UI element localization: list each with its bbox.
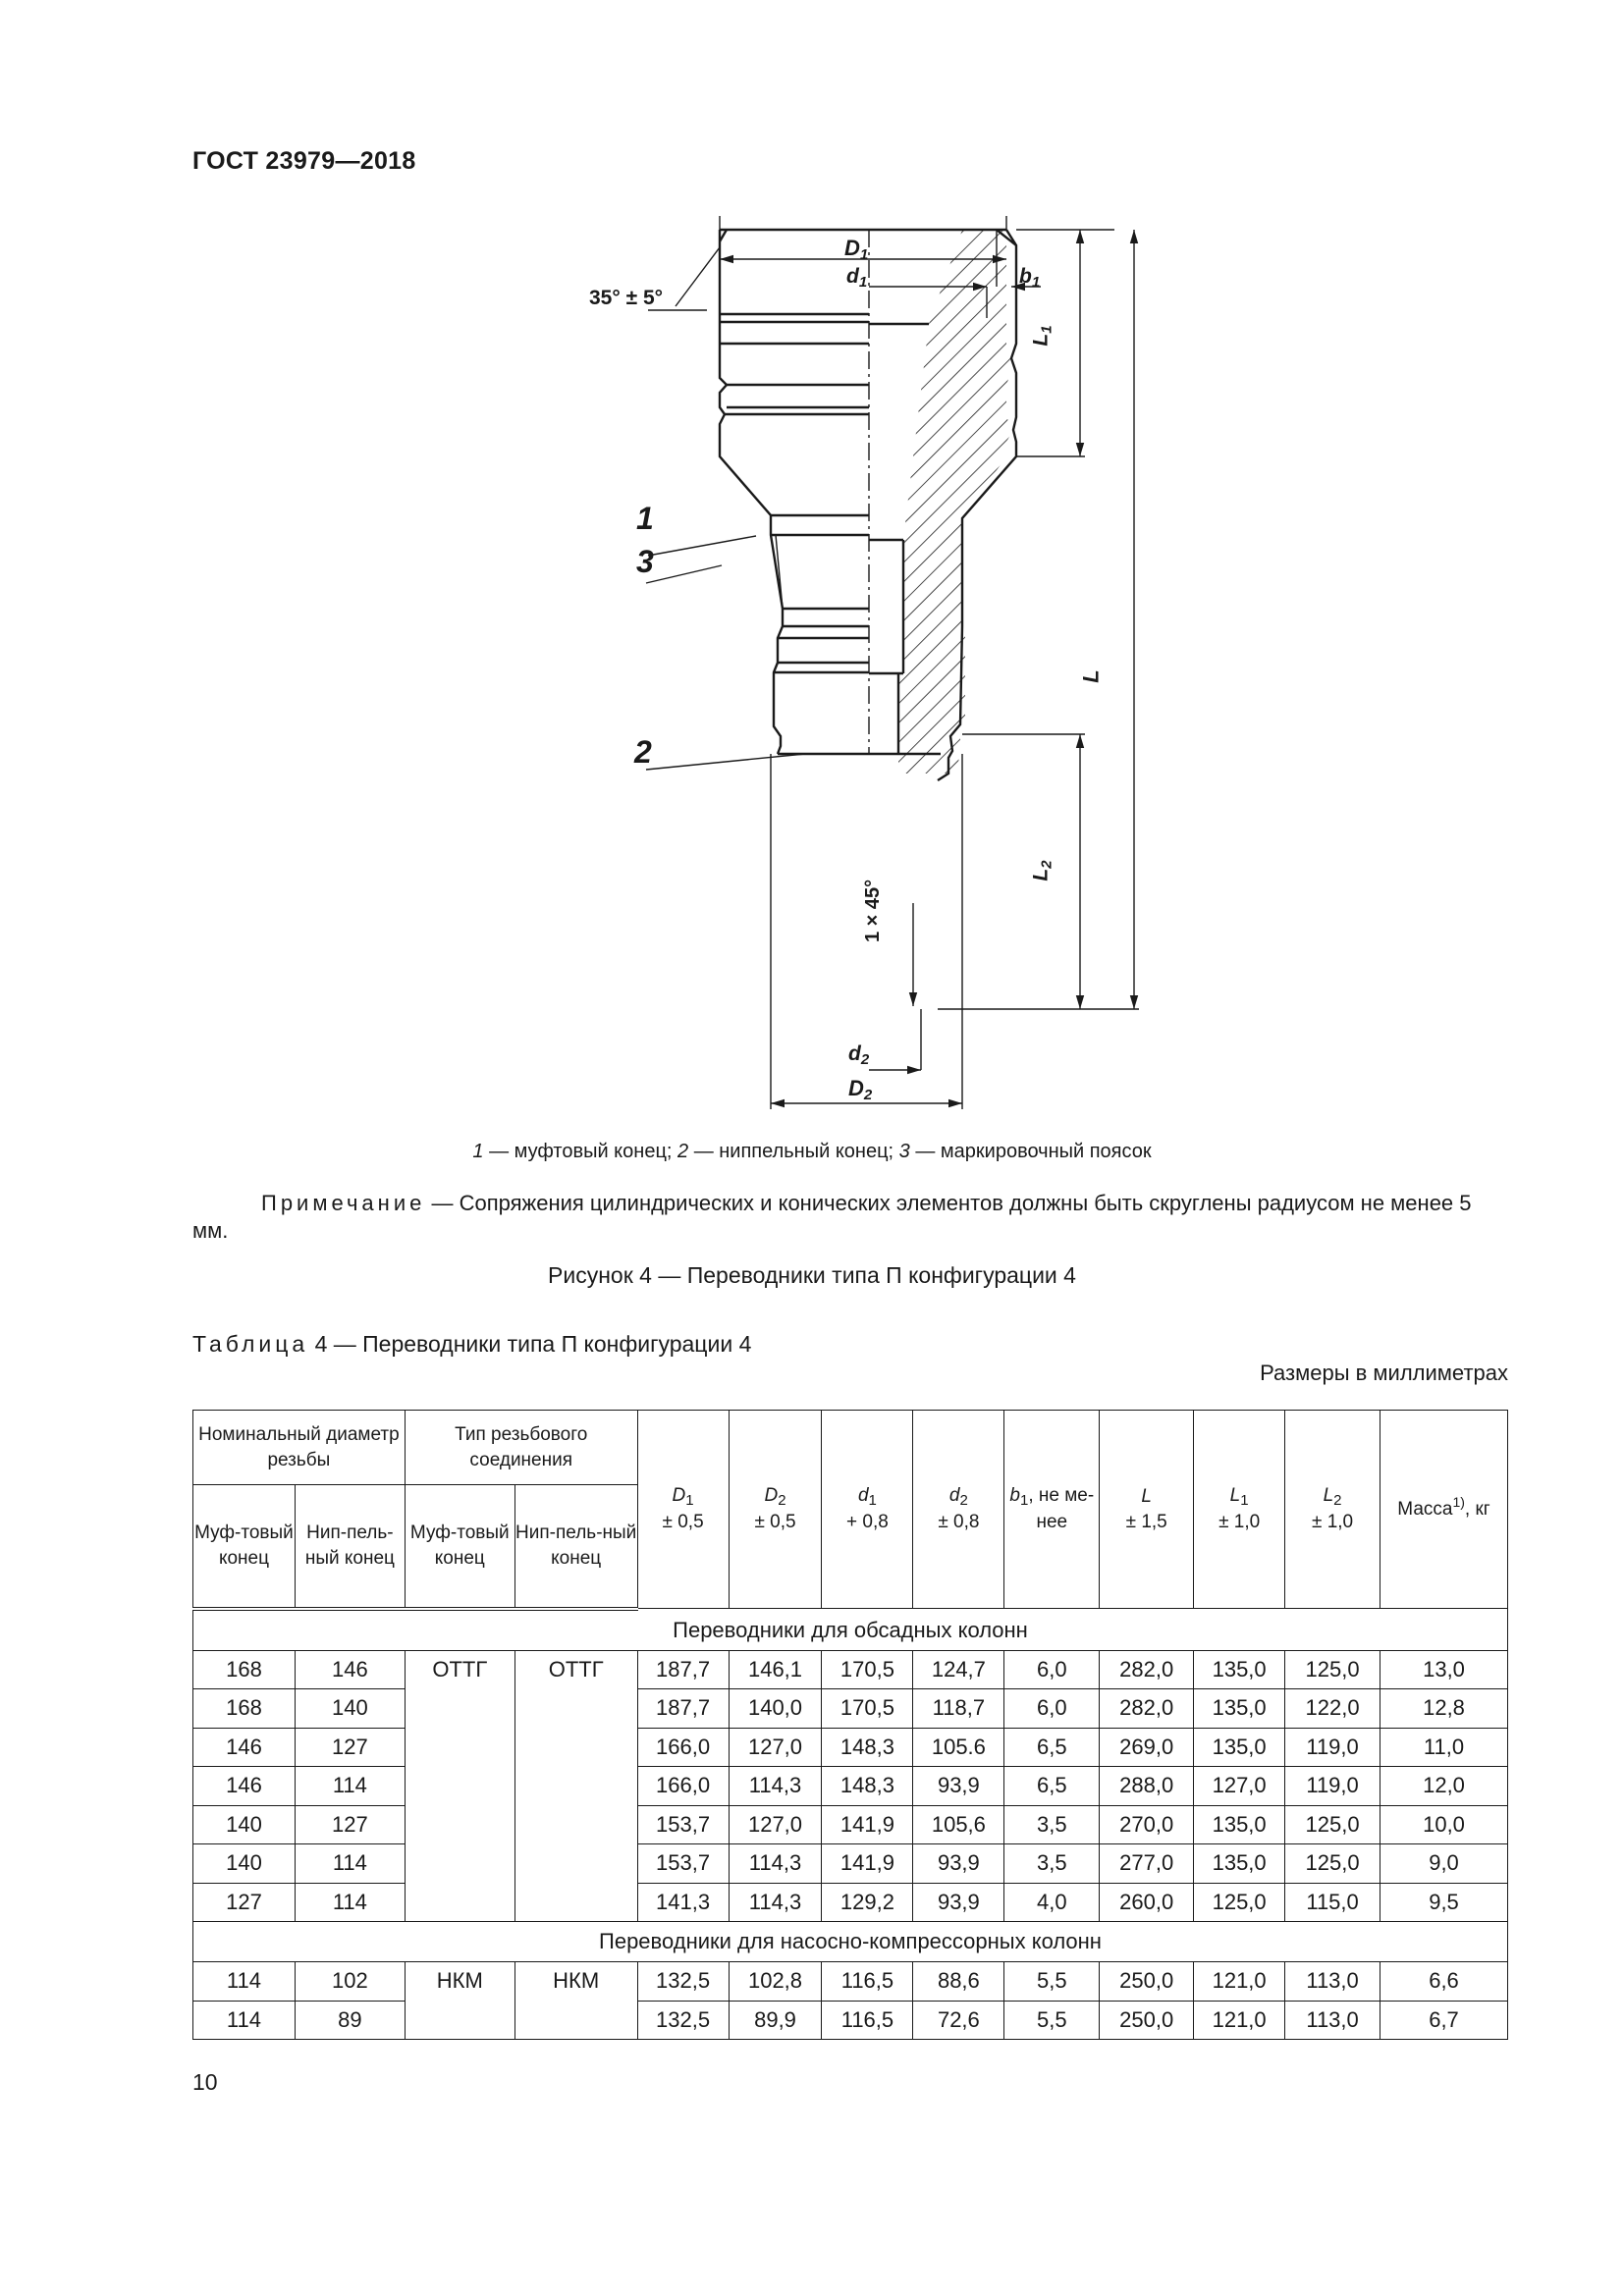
figure-legend: 1 — муфтовый конец; 2 — ниппельный конец; 3 — маркировочный поясок — [472, 1141, 1152, 1162]
table-cell: 250,0 — [1100, 2001, 1194, 2040]
table-cell: 93,9 — [913, 1767, 1004, 1806]
thread-coupling: НКМ — [405, 1962, 514, 2040]
callout-3: 3 — [636, 544, 654, 579]
table-cell: 9,0 — [1380, 1844, 1508, 1884]
table-row — [193, 1962, 1508, 2002]
table-cell: 114,3 — [729, 1767, 822, 1806]
table-cell: 89,9 — [729, 2001, 822, 2040]
table-cell: 132,5 — [637, 2001, 729, 2040]
table-cell: 125,0 — [1285, 1650, 1380, 1689]
table-cell: 141,9 — [822, 1805, 913, 1844]
table-cell: 288,0 — [1100, 1767, 1194, 1806]
table-cell: 129,2 — [822, 1883, 913, 1922]
table-cell: 135,0 — [1194, 1689, 1285, 1729]
table-row — [193, 1650, 1508, 1689]
table-cell: 140 — [295, 1689, 405, 1729]
header-L1: $L_1$ ± 1,0 — [1194, 1411, 1285, 1609]
table-cell: 270,0 — [1100, 1805, 1194, 1844]
header-D2: $D_2$ ± 0,5 — [729, 1411, 822, 1609]
table-cell: 146 — [193, 1767, 296, 1806]
document-header: ГОСТ 23979—2018 — [192, 147, 416, 175]
label-D1: D1 — [844, 236, 869, 263]
header-nipple-end-thread: Нип-пель-ный конец — [514, 1485, 637, 1609]
table-cell: 4,0 — [1004, 1883, 1100, 1922]
table-cell: 3,5 — [1004, 1844, 1100, 1884]
table-cell: 127,0 — [1194, 1767, 1285, 1806]
table-cell: 116,5 — [822, 2001, 913, 2040]
table-cell: 187,7 — [637, 1689, 729, 1729]
table-cell: 141,3 — [637, 1883, 729, 1922]
group-header-casing — [193, 1609, 1508, 1651]
table-cell: 135,0 — [1194, 1844, 1285, 1884]
table-cell: 105.6 — [913, 1728, 1004, 1767]
table-cell: 146,1 — [729, 1650, 822, 1689]
header-L: L ± 1,5 — [1100, 1411, 1194, 1609]
figure-caption: Рисунок 4 — Переводники типа П конфигурации 4 — [548, 1262, 1076, 1288]
table-cell: 6,6 — [1380, 1962, 1508, 2002]
table-cell: 119,0 — [1285, 1767, 1380, 1806]
label-chamfer: 1 × 45° — [862, 879, 884, 942]
header-b1: $b_1$, не ме-нее — [1004, 1411, 1100, 1609]
table-body — [193, 1609, 1508, 2040]
group-header-tubing — [193, 1922, 1508, 1962]
label-L: L — [1078, 669, 1104, 683]
header-L2: $L_2$ ± 1,0 — [1285, 1411, 1380, 1609]
label-L1: L1 — [1029, 325, 1056, 347]
label-D2: D2 — [848, 1076, 873, 1103]
label-b1: b1 — [1019, 265, 1041, 291]
table-cell: 125,0 — [1285, 1805, 1380, 1844]
table-cell: 125,0 — [1194, 1883, 1285, 1922]
table-cell: 168 — [193, 1650, 296, 1689]
table-cell: 153,7 — [637, 1805, 729, 1844]
part-outline — [720, 230, 1016, 780]
table-cell: 166,0 — [637, 1728, 729, 1767]
header-coupling-end: Муф-товый конец — [193, 1485, 296, 1609]
table-row — [193, 1844, 1508, 1884]
table-cell: 282,0 — [1100, 1689, 1194, 1729]
table-cell: 12,8 — [1380, 1689, 1508, 1729]
table-cell: 102,8 — [729, 1962, 822, 2002]
drawing-svg — [550, 216, 1159, 1119]
table-cell: 88,6 — [913, 1962, 1004, 2002]
table-cell: 114 — [295, 1767, 405, 1806]
table-cell: 114,3 — [729, 1883, 822, 1922]
table-cell: 105,6 — [913, 1805, 1004, 1844]
table-cell: 127,0 — [729, 1805, 822, 1844]
callout-leaders — [646, 536, 805, 770]
table-cell: 114 — [193, 1962, 296, 2002]
table-cell: 93,9 — [913, 1844, 1004, 1884]
label-angle: 35° ± 5° — [589, 287, 664, 309]
thread-coupling: ОТТГ — [405, 1650, 514, 1922]
table-cell: 170,5 — [822, 1689, 913, 1729]
table-row — [193, 2001, 1508, 2040]
table-row — [193, 1805, 1508, 1844]
group-title: Переводники для насосно-компрессорных колонн — [193, 1922, 1508, 1962]
header-nominal: Номинальный диаметр резьбы — [193, 1411, 406, 1485]
table-cell: 166,0 — [637, 1767, 729, 1806]
page-number: 10 — [192, 2069, 218, 2095]
label-d1: d1 — [846, 265, 868, 291]
table-cell: 127 — [295, 1728, 405, 1767]
table-cell: 122,0 — [1285, 1689, 1380, 1729]
table-cell: 127 — [193, 1883, 296, 1922]
table-cell: 121,0 — [1194, 1962, 1285, 2002]
table-cell: 6,5 — [1004, 1728, 1100, 1767]
table-title: Таблица 4 — Переводники типа П конфигурации 4 — [192, 1331, 752, 1357]
table-cell: 141,9 — [822, 1844, 913, 1884]
table-cell: 269,0 — [1100, 1728, 1194, 1767]
table-cell: 168 — [193, 1689, 296, 1729]
technical-drawing — [550, 216, 1159, 1119]
table-cell: 140,0 — [729, 1689, 822, 1729]
table-cell: 114 — [193, 2001, 296, 2040]
data-table — [192, 1410, 1508, 2040]
header-thread: Тип резьбового соединения — [405, 1411, 637, 1485]
table-cell: 135,0 — [1194, 1805, 1285, 1844]
table-cell: 135,0 — [1194, 1650, 1285, 1689]
table-row — [193, 1883, 1508, 1922]
table-cell: 277,0 — [1100, 1844, 1194, 1884]
table-cell: 13,0 — [1380, 1650, 1508, 1689]
table-row — [193, 1689, 1508, 1729]
table-cell: 114,3 — [729, 1844, 822, 1884]
dimension-lines — [648, 216, 1139, 1109]
table-cell: 3,5 — [1004, 1805, 1100, 1844]
callout-2: 2 — [634, 734, 652, 770]
header-coupling-end-thread: Муф-товый конец — [405, 1485, 514, 1609]
table-cell: 113,0 — [1285, 2001, 1380, 2040]
table-cell: 115,0 — [1285, 1883, 1380, 1922]
header-d1: $d_1$ + 0,8 — [822, 1411, 913, 1609]
table-cell: 114 — [295, 1844, 405, 1884]
table-cell: 6,5 — [1004, 1767, 1100, 1806]
table-cell: 102 — [295, 1962, 405, 2002]
table-cell: 118,7 — [913, 1689, 1004, 1729]
table-cell: 5,5 — [1004, 2001, 1100, 2040]
table-cell: 6,7 — [1380, 2001, 1508, 2040]
table-row — [193, 1767, 1508, 1806]
table-cell: 5,5 — [1004, 1962, 1100, 2002]
table-cell: 140 — [193, 1805, 296, 1844]
table-cell: 93,9 — [913, 1883, 1004, 1922]
table-cell: 146 — [295, 1650, 405, 1689]
table-cell: 146 — [193, 1728, 296, 1767]
table-cell: 119,0 — [1285, 1728, 1380, 1767]
table-cell: 260,0 — [1100, 1883, 1194, 1922]
callout-1: 1 — [636, 501, 654, 536]
table-cell: 9,5 — [1380, 1883, 1508, 1922]
table-cell: 6,0 — [1004, 1650, 1100, 1689]
figure-note: Примечание — Сопряжения цилиндрических и конических элементов должны быть скруглены радиусом не менее 5 мм. — [192, 1191, 1472, 1243]
thread-nipple: НКМ — [514, 1962, 637, 2040]
header-mass: Масса$^{1)}$, кг — [1380, 1411, 1508, 1609]
table-cell: 127 — [295, 1805, 405, 1844]
table-cell: 11,0 — [1380, 1728, 1508, 1767]
table-cell: 114 — [295, 1883, 405, 1922]
table-units: Размеры в миллиметрах — [1260, 1361, 1508, 1385]
table-cell: 148,3 — [822, 1767, 913, 1806]
table-cell: 140 — [193, 1844, 296, 1884]
label-L2: L2 — [1029, 860, 1056, 881]
table-cell: 6,0 — [1004, 1689, 1100, 1729]
table-cell: 89 — [295, 2001, 405, 2040]
table-cell: 12,0 — [1380, 1767, 1508, 1806]
table-row — [193, 1728, 1508, 1767]
table-cell: 121,0 — [1194, 2001, 1285, 2040]
table-cell: 72,6 — [913, 2001, 1004, 2040]
table-cell: 148,3 — [822, 1728, 913, 1767]
table-cell: 250,0 — [1100, 1962, 1194, 2002]
table-cell: 124,7 — [913, 1650, 1004, 1689]
table-cell: 282,0 — [1100, 1650, 1194, 1689]
table-cell: 125,0 — [1285, 1844, 1380, 1884]
table-cell: 170,5 — [822, 1650, 913, 1689]
header-D1: $D_1$ ± 0,5 — [637, 1411, 729, 1609]
label-d2: d2 — [848, 1042, 870, 1068]
thread-nipple: ОТТГ — [514, 1650, 637, 1922]
table-cell: 113,0 — [1285, 1962, 1380, 2002]
table-cell: 10,0 — [1380, 1805, 1508, 1844]
table-cell: 187,7 — [637, 1650, 729, 1689]
table-cell: 127,0 — [729, 1728, 822, 1767]
group-title: Переводники для обсадных колонн — [193, 1609, 1508, 1651]
table-cell: 116,5 — [822, 1962, 913, 2002]
header-d2: $d_2$ ± 0,8 — [913, 1411, 1004, 1609]
header-nipple-end: Нип-пель-ный конец — [295, 1485, 405, 1609]
table-cell: 153,7 — [637, 1844, 729, 1884]
table-cell: 135,0 — [1194, 1728, 1285, 1767]
table-cell: 132,5 — [637, 1962, 729, 2002]
